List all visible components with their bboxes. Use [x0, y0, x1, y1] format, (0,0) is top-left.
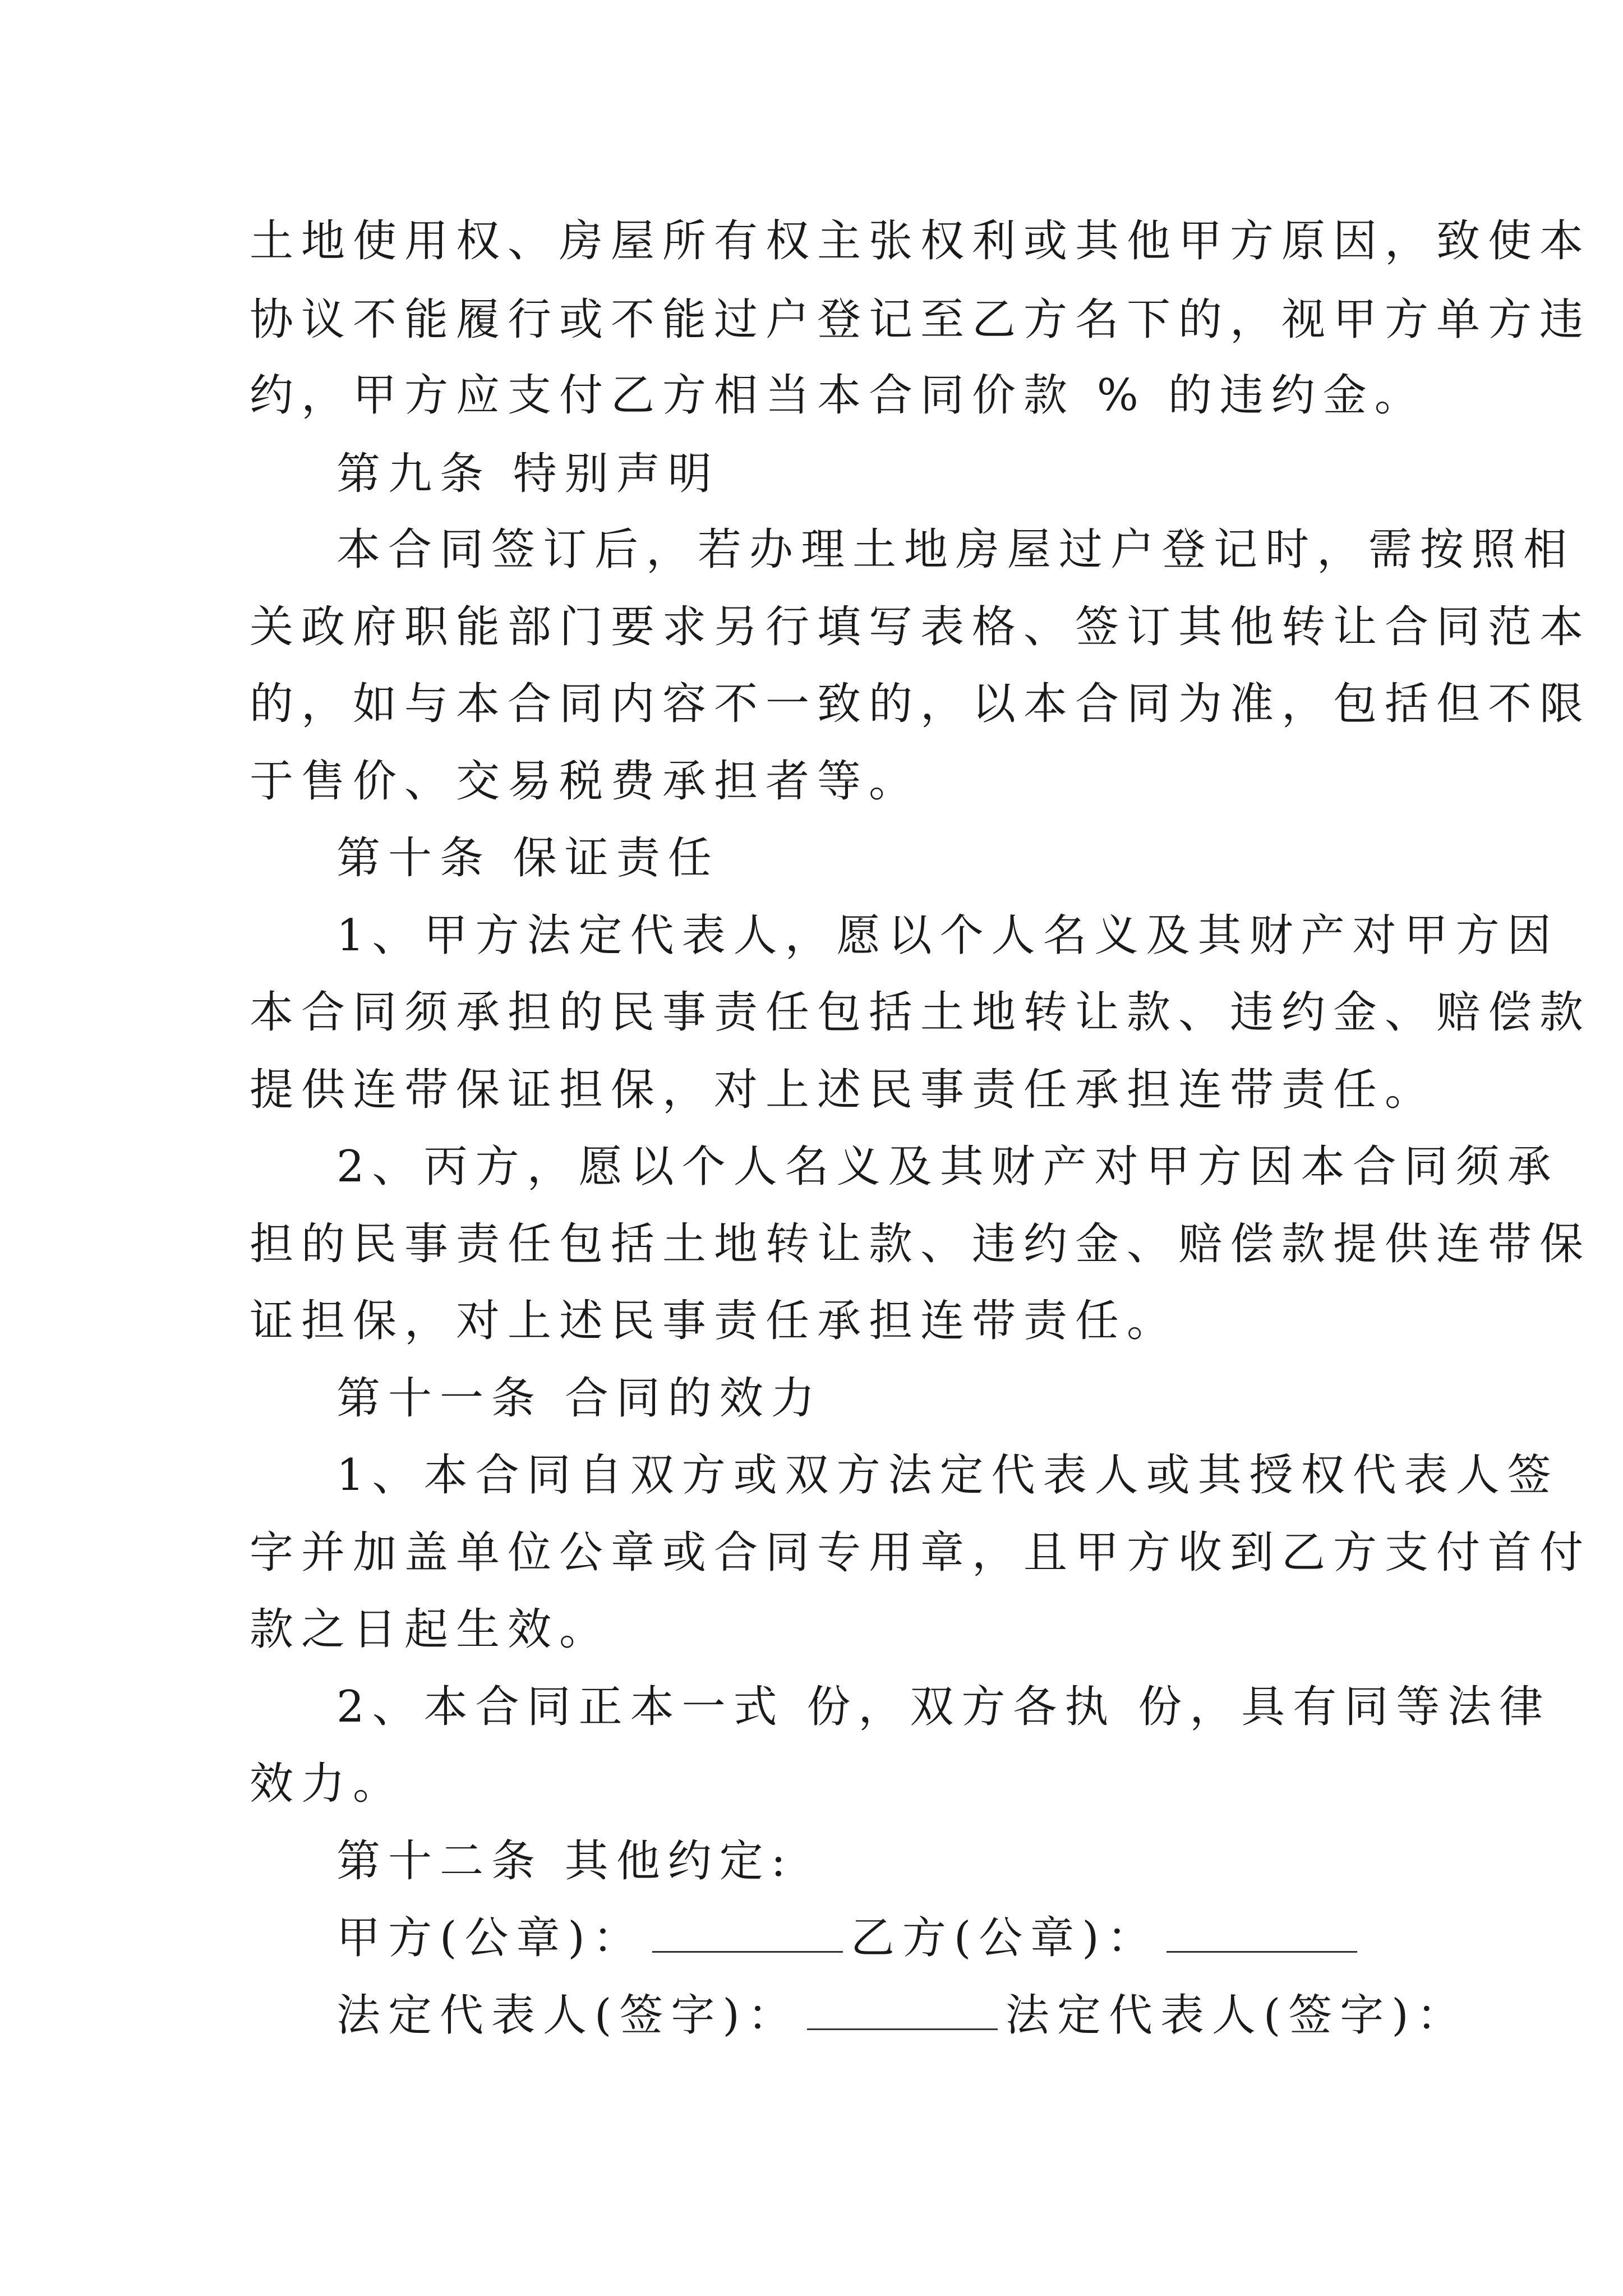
paragraph-line: 土地使用权、房屋所有权主张权利或其他甲方原因，致使本 [250, 216, 1592, 266]
paragraph-line: 担的民事责任包括土地转让款、违约金、赔偿款提供连带保 [250, 1219, 1592, 1269]
party-a-seal-blank[interactable] [652, 1912, 843, 1953]
paragraph-line: 效力。 [250, 1759, 405, 1809]
paragraph-line: 1、本合同自双方或双方法定代表人或其授权代表人签 [336, 1450, 1559, 1501]
paragraph-line: 本合同须承担的民事责任包括土地转让款、违约金、赔偿款 [250, 987, 1592, 1038]
article-12-heading: 第十二条 其他约定: [336, 1836, 794, 1887]
paragraph-line: 字并加盖单位公章或合同专用章，且甲方收到乙方支付首付 [250, 1527, 1592, 1578]
article-10-heading: 第十条 保证责任 [336, 833, 720, 884]
party-a-rep-label: 法定代表人(签字)： [336, 1990, 799, 2041]
paragraph-line: 2、本合同正本一式 份，双方各执 份，具有同等法律 [336, 1682, 1551, 1732]
party-b-rep-label: 法定代表人(签字)： [1005, 1990, 1468, 2041]
party-b-seal-label: 乙方(公章)： [850, 1913, 1159, 1963]
paragraph-line: 1、甲方法定代表人，愿以个人名义及其财产对甲方因 [336, 910, 1559, 961]
paragraph-line: 约，甲方应支付乙方相当本合同价款 % 的违约金。 [250, 370, 1426, 421]
paragraph-line: 协议不能履行或不能过户登记至乙方名下的，视甲方单方违 [250, 295, 1592, 345]
paragraph-line: 提供连带保证担保，对上述民事责任承担连带责任。 [250, 1065, 1437, 1115]
paragraph-line: 款之日起生效。 [250, 1604, 611, 1655]
party-b-seal-blank[interactable] [1166, 1912, 1357, 1953]
paragraph-line: 2、丙方，愿以个人名义及其财产对甲方因本合同须承 [336, 1142, 1559, 1192]
representative-row [336, 1987, 1468, 2044]
paragraph-line: 于售价、交易税费承担者等。 [250, 756, 921, 807]
paragraph-line: 的，如与本合同内容不一致的，以本合同为准，包括但不限 [250, 679, 1592, 729]
seal-row [336, 1910, 1365, 1966]
article-9-heading: 第九条 特别声明 [336, 449, 720, 499]
paragraph-line: 本合同签订后，若办理土地房屋过户登记时，需按照相 [336, 524, 1575, 575]
paragraph-line: 关政府职能部门要求另行填写表格、签订其他转让合同范本 [250, 602, 1592, 652]
paragraph-line: 证担保，对上述民事责任承担连带责任。 [250, 1296, 1179, 1346]
party-a-rep-blank[interactable] [807, 1989, 998, 2030]
article-11-heading: 第十一条 合同的效力 [336, 1373, 823, 1424]
party-a-seal-label: 甲方(公章)： [336, 1913, 644, 1963]
